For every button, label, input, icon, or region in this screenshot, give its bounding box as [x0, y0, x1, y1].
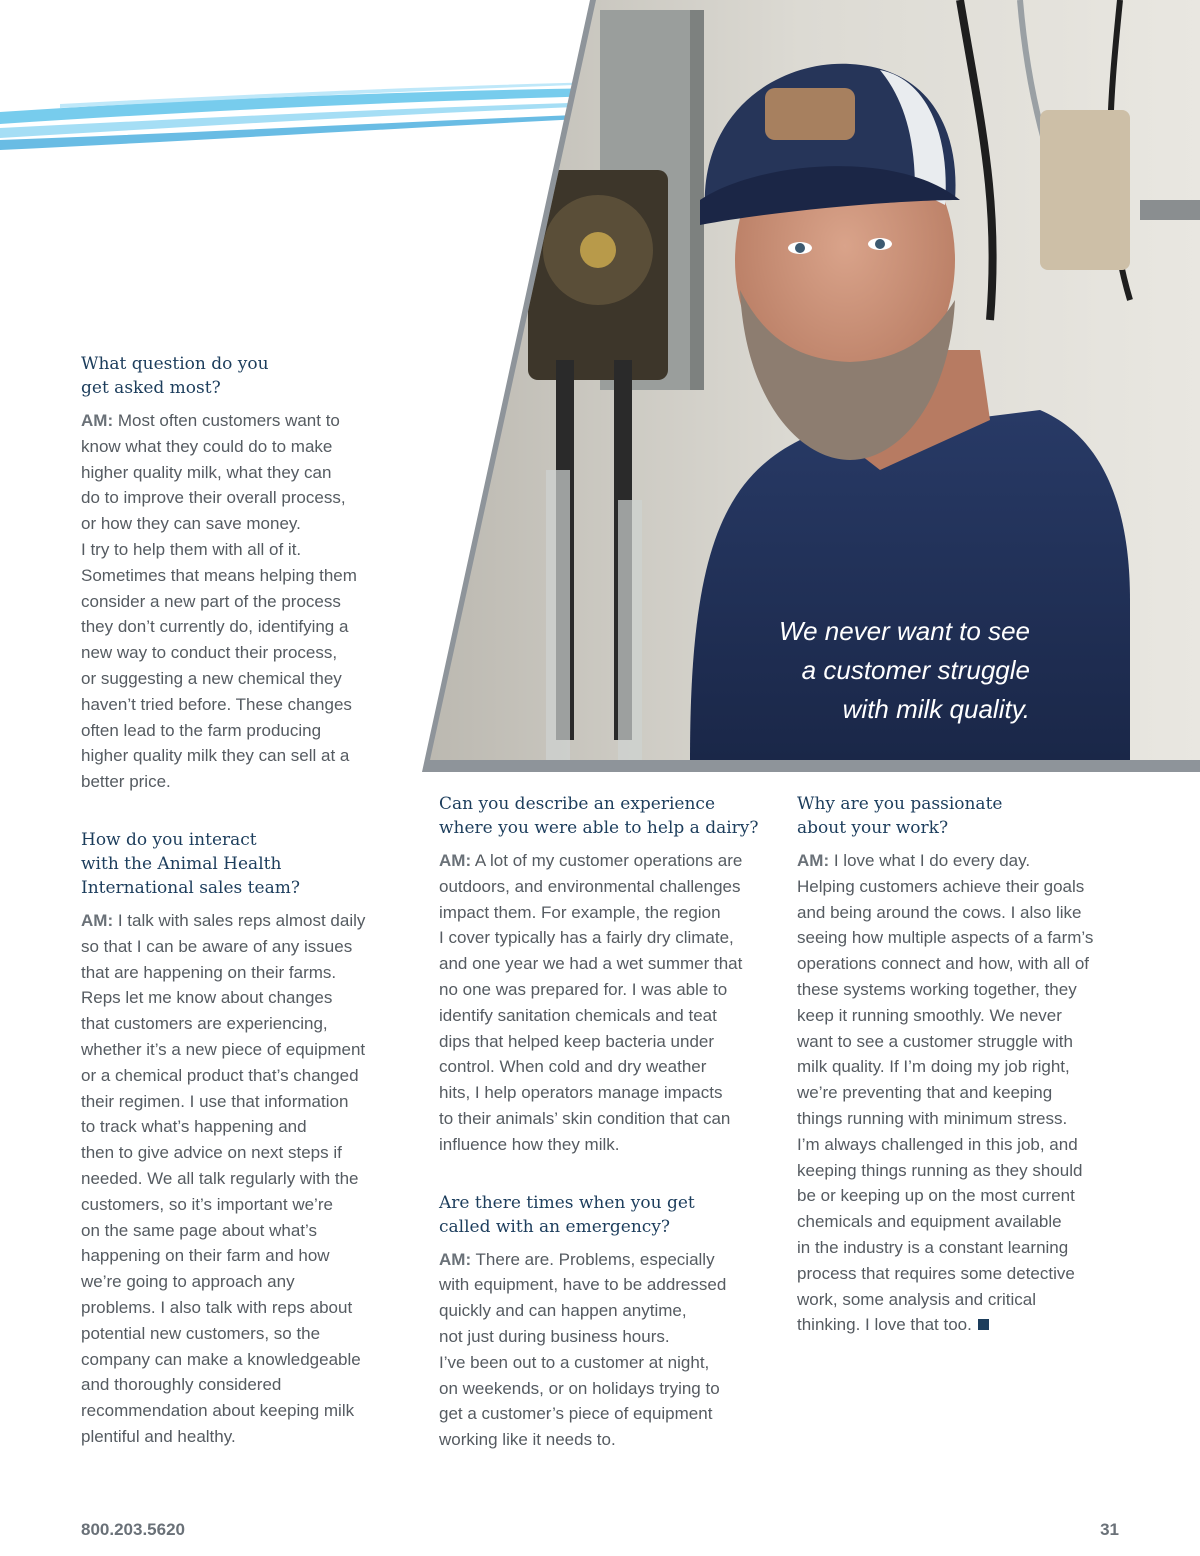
- answer-line: and thoroughly considered: [81, 1375, 282, 1395]
- qa-block: [797, 792, 1127, 1338]
- answer-line: recommendation about keeping milk: [81, 1401, 355, 1421]
- answer-line: these systems working together, they: [797, 979, 1077, 999]
- answer-line: AM: I talk with sales reps almost daily: [81, 910, 366, 930]
- answer-line: that customers are experiencing,: [81, 1014, 328, 1034]
- answer-line: with equipment, have to be addressed: [439, 1275, 727, 1295]
- speaker-label: AM:: [439, 851, 472, 870]
- question-line: What question do you: [81, 354, 269, 374]
- question-line: Can you describe an experience: [439, 794, 716, 814]
- question-heading: [439, 792, 769, 840]
- answer-line: they don’t currently do, identifying a: [81, 617, 349, 637]
- answer-line: get a customer’s piece of equipment: [439, 1404, 713, 1424]
- answer-line: I try to help them with all of it.: [81, 539, 302, 559]
- answer-line: on the same page about what’s: [81, 1220, 317, 1240]
- answer-line: problems. I also talk with reps about: [81, 1297, 353, 1317]
- answer-line: AM: A lot of my customer operations are: [439, 851, 743, 870]
- answer-line: Helping customers achieve their goals: [797, 876, 1085, 896]
- answer-line: not just during business hours.: [439, 1326, 670, 1346]
- answer-line: customers, so it’s important we’re: [81, 1194, 333, 1214]
- speaker-label: AM:: [81, 411, 114, 430]
- answer-line: I’ve been out to a customer at night,: [439, 1352, 710, 1372]
- end-mark-icon: [978, 1319, 989, 1330]
- answer-line: AM: There are. Problems, especially: [439, 1249, 715, 1269]
- column-middle: [439, 792, 769, 1453]
- answer-line: company can make a knowledgeable: [81, 1349, 361, 1369]
- answer-line: so that I can be aware of any issues: [81, 936, 353, 956]
- question-heading: [797, 792, 1127, 840]
- answer-line: working like it needs to.: [439, 1430, 616, 1450]
- answer-line: higher quality milk they can sell at a: [81, 746, 350, 766]
- answer-line: and one year we had a wet summer that: [439, 954, 743, 974]
- answer-line: we’re preventing that and keeping: [797, 1083, 1053, 1103]
- answer-line: hits, I help operators manage impacts: [439, 1083, 723, 1103]
- column-right: [797, 792, 1127, 1338]
- speaker-label: AM:: [81, 910, 114, 930]
- answer-line: identify sanitation chemicals and teat: [439, 1005, 717, 1025]
- answer-line: consider a new part of the process: [81, 591, 341, 611]
- answer-text: [797, 848, 1127, 1338]
- answer-line: needed. We all talk regularly with the: [81, 1168, 359, 1188]
- column-left: [81, 352, 401, 1450]
- answer-line: milk quality. If I’m doing my job right,: [797, 1057, 1070, 1077]
- answer-line: new way to conduct their process,: [81, 643, 338, 663]
- question-line: called with an emergency?: [439, 1216, 671, 1237]
- answer-line: Reps let me know about changes: [81, 988, 333, 1008]
- page-number: 31: [1100, 1520, 1119, 1539]
- answer-line: happening on their farm and how: [81, 1246, 330, 1266]
- pull-quote: [670, 612, 1030, 729]
- answer-line: often lead to the farm producing: [81, 720, 322, 740]
- question-line: where you were able to help a dairy?: [439, 818, 759, 838]
- question-line: How do you interact: [81, 829, 257, 850]
- question-line: with the Animal Health: [81, 853, 282, 874]
- answer-line: then to give advice on next steps if: [81, 1143, 342, 1163]
- question-line: get asked most?: [81, 378, 221, 398]
- question-heading: [81, 828, 401, 900]
- answer-line: AM: Most often customers want to: [81, 411, 340, 430]
- answer-line: work, some analysis and critical: [797, 1289, 1037, 1309]
- answer-text: [439, 848, 769, 1158]
- question-line: Are there times when you get: [439, 1192, 695, 1213]
- answer-line: want to see a customer struggle with: [797, 1031, 1073, 1051]
- answer-line: AM: I love what I do every day.: [797, 851, 1031, 870]
- answer-line: plentiful and healthy.: [81, 1426, 236, 1446]
- answer-line: seeing how multiple aspects of a farm’s: [797, 928, 1094, 948]
- answer-line: their regimen. I use that information: [81, 1091, 349, 1111]
- answer-line: chemicals and equipment available: [797, 1212, 1062, 1232]
- answer-line: on weekends, or on holidays trying to: [439, 1378, 720, 1398]
- answer-line: dips that helped keep bacteria under: [439, 1031, 715, 1051]
- answer-line: impact them. For example, the region: [439, 902, 721, 922]
- answer-line: I cover typically has a fairly dry climate,: [439, 928, 734, 948]
- qa-block: [81, 828, 401, 1450]
- answer-line: higher quality milk, what they can: [81, 462, 332, 482]
- answer-line: operations connect and how, with all of: [797, 954, 1090, 974]
- answer-line: quickly and can happen anytime,: [439, 1301, 687, 1321]
- answer-line: no one was prepared for. I was able to: [439, 979, 728, 999]
- answer-line: or suggesting a new chemical they: [81, 668, 342, 688]
- qa-block: [439, 1191, 769, 1453]
- answer-line: control. When cold and dry weather: [439, 1057, 707, 1077]
- answer-line: in the industry is a constant learning: [797, 1237, 1069, 1257]
- question-line: about your work?: [797, 818, 949, 838]
- answer-line: keep it running smoothly. We never: [797, 1005, 1062, 1025]
- answer-line: better price.: [81, 772, 171, 792]
- qa-block: [81, 352, 401, 795]
- answer-line: and being around the cows. I also like: [797, 902, 1082, 922]
- answer-line: or how they can save money.: [81, 514, 301, 534]
- answer-text: [439, 1247, 769, 1453]
- answer-line: process that requires some detective: [797, 1263, 1075, 1283]
- speaker-label: AM:: [439, 1249, 472, 1269]
- answer-line: know what they could do to make: [81, 436, 333, 456]
- answer-text: [81, 908, 401, 1450]
- answer-line: Sometimes that means helping them: [81, 565, 357, 585]
- footer-phone: 800.203.5620: [81, 1520, 185, 1539]
- speaker-label: AM:: [797, 851, 830, 870]
- answer-line: potential new customers, so the: [81, 1323, 321, 1343]
- question-heading: [81, 352, 401, 400]
- pull-quote-line: We never want to see: [779, 616, 1030, 646]
- answer-line: influence how they milk.: [439, 1134, 620, 1154]
- answer-line: keeping things running as they should: [797, 1160, 1083, 1180]
- answer-line: or a chemical product that’s changed: [81, 1065, 359, 1085]
- qa-block: [439, 792, 769, 1158]
- pull-quote-line: a customer struggle: [801, 655, 1030, 685]
- question-line: Why are you passionate: [797, 794, 1003, 814]
- answer-text: [81, 408, 401, 795]
- answer-line: do to improve their overall process,: [81, 488, 346, 508]
- answer-line: thinking. I love that too.: [797, 1312, 1127, 1338]
- answer-line: I’m always challenged in this job, and: [797, 1134, 1078, 1154]
- answer-line: whether it’s a new piece of equipment: [81, 1039, 366, 1059]
- answer-line: things running with minimum stress.: [797, 1108, 1068, 1128]
- question-heading: [439, 1191, 769, 1239]
- answer-line: haven’t tried before. These changes: [81, 694, 352, 714]
- answer-line: outdoors, and environmental challenges: [439, 876, 741, 896]
- answer-line: we’re going to approach any: [81, 1272, 295, 1292]
- answer-line: to track what’s happening and: [81, 1117, 307, 1137]
- answer-line: that are happening on their farms.: [81, 962, 337, 982]
- question-line: International sales team?: [81, 877, 300, 898]
- pull-quote-line: with milk quality.: [842, 694, 1030, 724]
- answer-line: to their animals’ skin condition that can: [439, 1108, 731, 1128]
- answer-line: be or keeping up on the most current: [797, 1186, 1075, 1206]
